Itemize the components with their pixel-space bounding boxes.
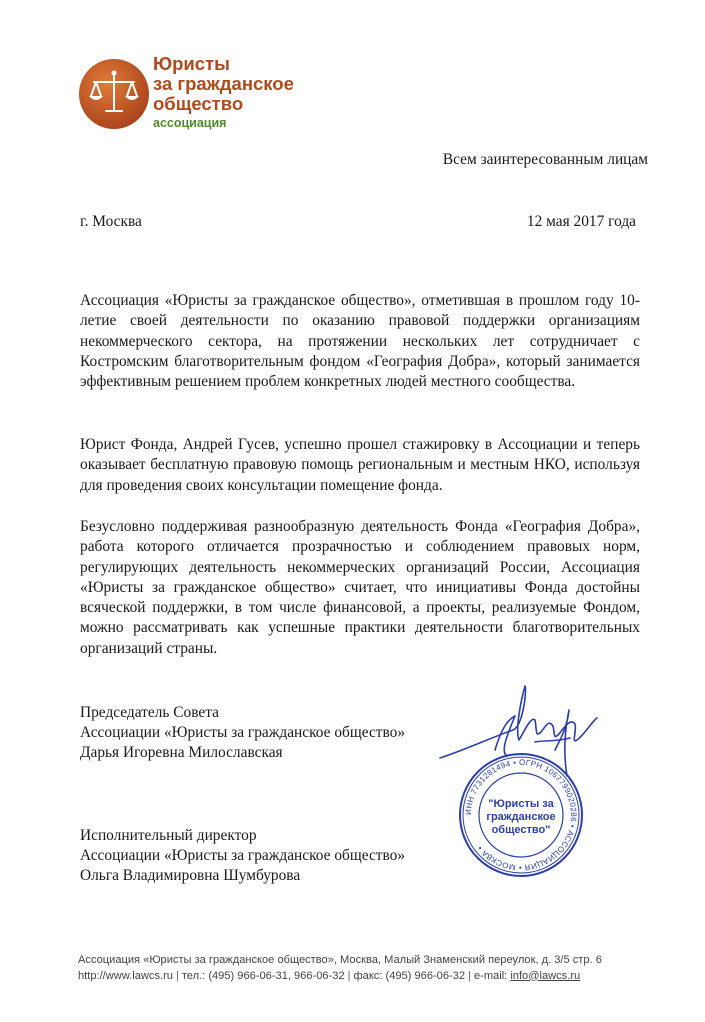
footer-fax: факс: (495) 966-06-32 bbox=[353, 969, 466, 982]
footer-phone: тел.: (495) 966-06-31, 966-06-32 bbox=[181, 969, 345, 982]
stamp-center-line2: гражданское bbox=[486, 811, 556, 823]
stamp-center-line3: общество" bbox=[491, 824, 551, 836]
org-logo-text bbox=[153, 54, 294, 131]
footer-address: Ассоциация «Юристы за гражданское общество», Москва, Малый Знаменский переулок, д. 3/5 стр. 6 bbox=[78, 954, 602, 966]
org-type-label: ассоциация bbox=[153, 116, 227, 130]
body-paragraph-2: Юрист Фонда, Андрей Гусев, успешно прошел стажировку в Ассоциации и теперь оказывает бесплатную правовую помощь региональным и местным НКО, используя для проведения своих консультации помещение фонда. bbox=[80, 436, 640, 494]
footer-email-link[interactable]: info@lawcs.ru bbox=[510, 969, 581, 982]
letter-date: 12 мая 2017 года bbox=[526, 213, 636, 230]
footer-contacts: http://www.lawcs.ru | тел.: (495) 966-06-31, 966-06-32 | факс: (495) 966-06-32 | e-mail: info@lawcs.ru bbox=[78, 969, 581, 982]
addressee: Всем заинтересованным лицам bbox=[442, 151, 648, 168]
org-name-line2: за гражданское bbox=[153, 73, 294, 94]
signatory-name: Дарья Игоревна Милославская bbox=[80, 744, 283, 761]
scales-of-justice-icon bbox=[78, 58, 150, 130]
org-name-line1: Юристы bbox=[153, 53, 230, 74]
signatory-title: Исполнительный директор bbox=[80, 827, 257, 844]
org-name-line3: общество bbox=[153, 93, 244, 114]
body-paragraph-1: Ассоциация «Юристы за гражданское общество», отметившая в прошлом году 10-летие своей деятельности по оказанию правовой поддержки организациям некоммерческого сектора, на протяжении нескольких лет сотрудничает с Костромским благотворительным фондом «География Добра», который занимается эффективным решением проблем конкретных людей местного сообщества. bbox=[80, 292, 640, 391]
stamp-ring-text: ИНН 7731281494 • ОГРН 1067799020286 • АССОЦИАЦИЯ • МОСКВА • bbox=[463, 757, 579, 873]
signatory-org: Ассоциации «Юристы за гражданское общество» bbox=[80, 724, 406, 741]
city: г. Москва bbox=[80, 213, 142, 230]
signatory-org: Ассоциации «Юристы за гражданское общество» bbox=[80, 847, 406, 864]
stamp-center-line1: "Юристы за bbox=[488, 798, 554, 810]
body-paragraph-3: Безусловно поддерживая разнообразную деятельность Фонда «География Добра», работа которого отличается прозрачностью и соблюдением правовых норм, регулирующих деятельность некоммерческих организаций России, Ассоциация «Юристы за гражданское общество» считает, что инициативы Фонда достойны всяческой поддержки, в том числе финансовой, а проекты, реализуемые Фондом, можно рассматривать как успешные практики деятельности благотворительных организаций страны. bbox=[80, 518, 640, 657]
signatory-block-director bbox=[80, 826, 480, 886]
signatory-block-chair bbox=[80, 703, 480, 763]
footer bbox=[78, 953, 638, 984]
footer-email-label: e-mail: bbox=[473, 969, 508, 982]
signatory-name: Ольга Владимировна Шумбурова bbox=[80, 867, 301, 884]
footer-website-link[interactable]: http://www.lawcs.ru bbox=[78, 969, 173, 982]
signatory-title: Председатель Совета bbox=[80, 704, 219, 721]
